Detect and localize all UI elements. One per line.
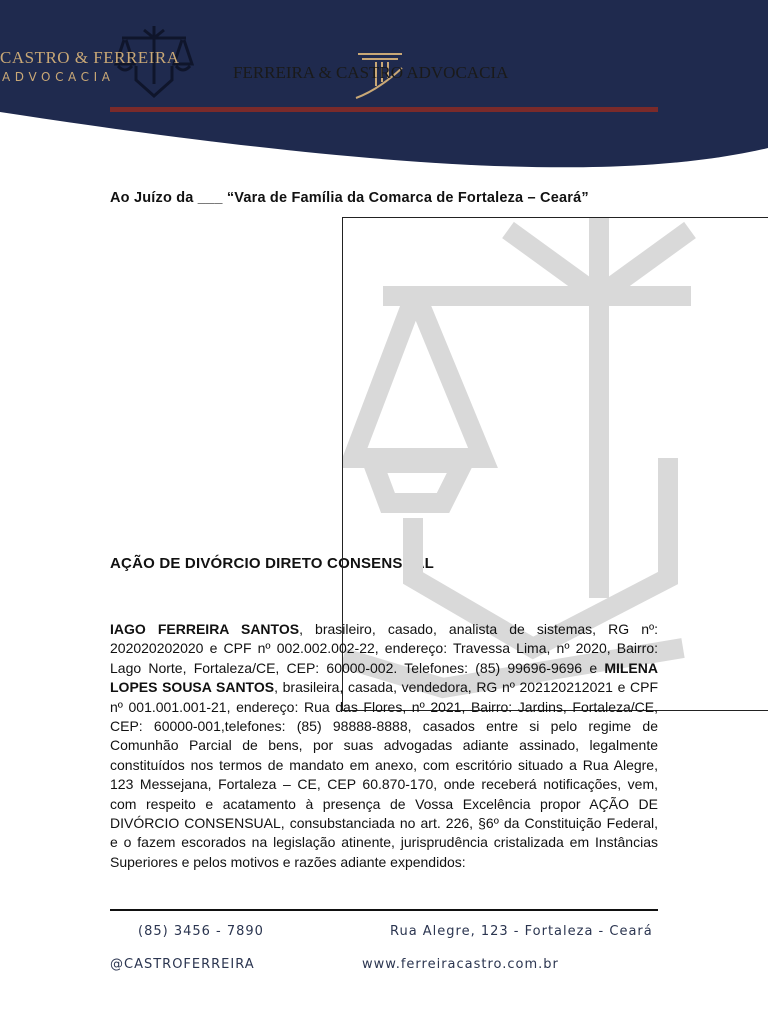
action-title: AÇÃO DE DIVÓRCIO DIRETO CONSENSUAL: [110, 555, 435, 572]
footer-social-handle: @CASTROFERREIRA: [110, 957, 255, 972]
firm-title: FERREIRA & CASTRO ADVOCACIA: [233, 63, 509, 82]
party1-details: , brasileiro, casado, analista de sistemas, RG nº: 202020202020 e CPF nº 002.002.002-22, endereço: Travessa Lima, nº 2020, Bairro: Lago Norte, Fortaleza/CE, CEP: 60000-002. Telefones: (85) 99696-9696 e: [110, 621, 658, 676]
footer-address: Rua Alegre, 123 - Fortaleza - Ceará: [390, 924, 653, 939]
footer-divider: [110, 909, 658, 911]
brand-logo-text: [0, 48, 180, 84]
party2-name: MILENA LOPES SOUSA SANTOS: [110, 659, 658, 696]
party2-details: , brasileira, casada, vendedora, RG nº 202120212021 e CPF nº 001.001.001-21, endereço: Rua das Flores, nº 2021, Bairro: Jardins, Fortaleza/CE, CEP: 60000-001,telefones: (85) 98888-8888, casados entre si pelo regime de Comunhão Parcial de bens, por suas advogadas adiante assinado, legalmente constituídos nos termos de mandato em anexo, com escritório situado a Rua Alegre, 123 Messejana, Fortaleza – CE, CEP 60.870-170, onde receberá notificações, vem, com respeito e acatamento à presença de Vossa Excelência propor AÇÃO DE DIVÓRCIO CONSENSUAL, consubstanciada no art. 226, §6º da Constituição Federal, e o fazem escorados na legislação atinente, jurisprudência cristalizada em Instâncias Superiores e pelos motivos e razões adiante expendidos:: [110, 679, 658, 870]
party1-name: IAGO FERREIRA SANTOS: [110, 621, 300, 637]
footer-website: www.ferreiracastro.com.br: [362, 957, 559, 972]
addressee-line: Ao Juízo da ___ “Vara de Família da Comarca de Fortaleza – Ceará”: [110, 190, 589, 206]
petition-body-paragraph: [110, 620, 658, 872]
brand-name: CASTRO & FERREIRA: [0, 48, 180, 67]
footer-phone: (85) 3456 - 7890: [138, 924, 264, 939]
brand-subtitle: ADVOCACIA: [2, 70, 115, 84]
